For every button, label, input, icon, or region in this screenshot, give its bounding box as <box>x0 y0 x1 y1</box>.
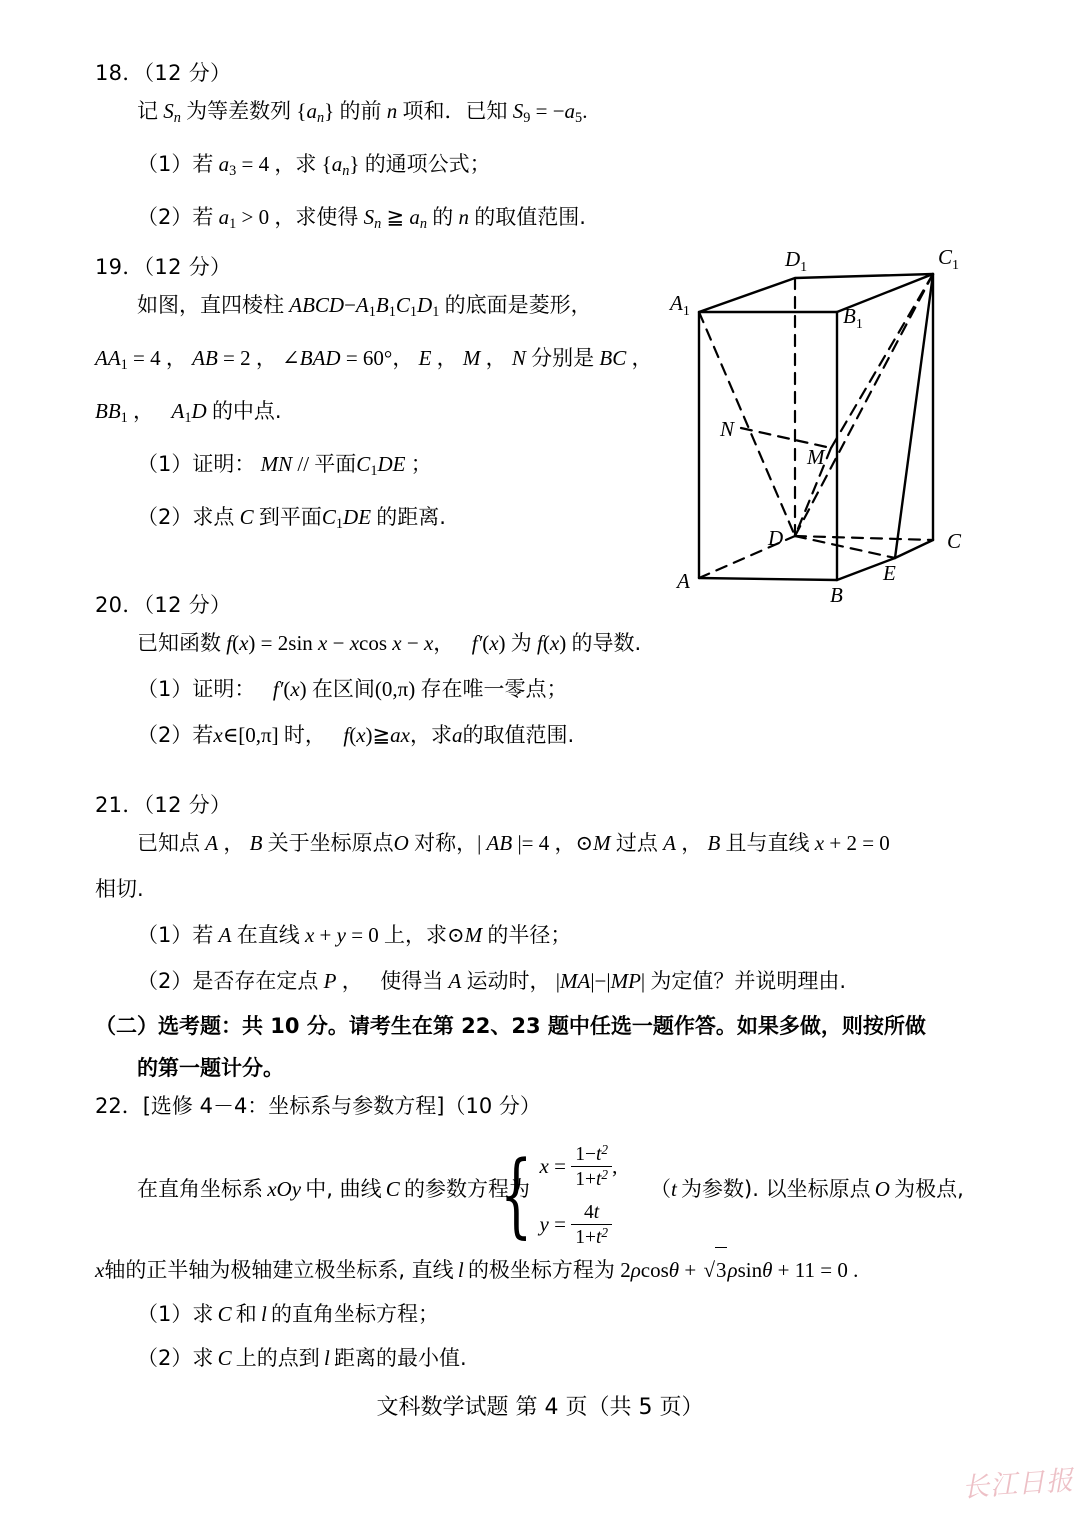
figure-label-A: A <box>677 569 690 593</box>
edge-C1E <box>895 274 933 558</box>
question-22 <box>95 1085 985 1380</box>
figure-label-E: E <box>883 561 896 585</box>
question-19-heading: 19．（12 分） <box>95 255 232 279</box>
section-two-header <box>95 1005 985 1089</box>
edge-A1D <box>699 312 795 536</box>
question-22-part-1: （1）求 C 和 l 的直角坐标方程； <box>137 1302 440 1326</box>
figure-prism-abcd <box>655 240 1000 610</box>
parametric-row-x: x = $\frac{1-t^2}{1+t^2}$ , <box>539 1142 618 1191</box>
question-22-heading: 22．[选修 4－4：坐标系与参数方程]（10 分） <box>95 1094 541 1118</box>
figure-label-C: C <box>947 529 962 553</box>
question-22-stem-suffix: （t 为参数). 以坐标原点 O 为极点, <box>650 1177 964 1201</box>
figure-label-A1: $A_1$ <box>670 291 690 319</box>
section-two-line-1: （二）选考题：共 10 分。请考生在第 22、23 题中任选一题作答。如果多做，则按所做 <box>95 1014 926 1038</box>
question-21 <box>95 790 985 1004</box>
question-22-part-2: （2）求 C 上的点到 l 距离的最小值. <box>137 1346 467 1370</box>
edge-DC <box>795 536 933 540</box>
watermark-changjiang-ribao: 长江日报 <box>961 1465 1075 1504</box>
question-19-stem-line-1: 如图，直四棱柱 $ABCD-A_1B_1C_1D_1$ 的底面是菱形， <box>137 293 592 320</box>
question-19-stem-line-2: $AA_1 = 4$ ， AB = 2 ， ∠BAD = 60°， E ， M ， N 分别是 BC ， <box>95 345 653 373</box>
figure-label-B: B <box>830 583 843 607</box>
question-21-part-1: （1）若 A 在直线 x + y = 0 上，求⊙M 的半径； <box>137 923 572 947</box>
question-21-stem-line-2: 相切. <box>95 877 144 901</box>
question-22-stem-system <box>95 1127 985 1247</box>
edge-AB <box>699 578 837 580</box>
page-footer: 文科数学试题 第 4 页（共 5 页） <box>376 1395 704 1420</box>
question-18-part-2: （2）若 $a_1 > 0$ ，求使得 $S_n$ ≧ $a_n$ 的 n 的取值范围. <box>137 204 586 232</box>
question-18 <box>95 58 985 247</box>
question-18-part-1: （1）若 $a_3 = 4$ ，求 $\{a_n\}$ 的通项公式； <box>137 151 491 179</box>
question-22-stem-prefix: 在直角坐标系 xOy 中, 曲线 C 的参数方程为 <box>137 1177 530 1201</box>
figure-label-B1: $B_1$ <box>843 304 863 332</box>
question-20-stem: 已知函数 f(x) = 2sin x − xcos x − x， f′(x) 为 f(x) 的导数. <box>137 631 642 655</box>
question-21-heading: 21．（12 分） <box>95 793 232 817</box>
question-19-part-1: （1）证明： MN // 平面$C_1DE$ ； <box>137 451 432 479</box>
edge-C1D <box>795 274 933 536</box>
question-19-part-2: （2）求点 C 到平面$C_1DE$ 的距离. <box>137 504 446 532</box>
question-20-part-2: （2）若x∈[0,π] 时， f(x)≧ax，求a的取值范围. <box>137 723 575 747</box>
edge-top-face <box>699 274 933 312</box>
fraction-x: $\frac{1-t^2}{1+t^2}$ <box>571 1142 612 1191</box>
question-19 <box>95 252 695 547</box>
question-18-heading: 18．（12 分） <box>95 61 232 85</box>
figure-label-C1: $C_1$ <box>938 245 960 273</box>
parametric-system <box>487 1137 617 1253</box>
parametric-row-y: y = $\frac{4t}{1+t^2}$ <box>540 1195 618 1253</box>
question-20-part-1: （1）证明： f′(x) 在区间(0,π) 存在唯一零点； <box>137 677 568 701</box>
figure-label-D1: $D_1$ <box>785 247 808 275</box>
left-brace-icon: { <box>500 1140 533 1248</box>
question-20-heading: 20．（12 分） <box>95 593 232 617</box>
section-two-line-2: 的第一题计分。 <box>137 1056 284 1080</box>
sqrt-3: √3 <box>701 1247 727 1292</box>
edge-EC <box>895 540 933 558</box>
question-21-part-2: （2）是否存在定点 P ， 使得当 A 运动时， |MA|−|MP| 为定值？并说明理由. <box>137 969 847 993</box>
figure-label-D: D <box>768 526 784 550</box>
question-21-stem-line-1: 已知点 A ， B 关于坐标原点O 对称，| AB |= 4 ，⊙M 过点 A ， B 且与直线 x + 2 = 0 <box>137 831 890 855</box>
question-22-stem-line-2: x轴的正半轴为极轴建立极坐标系, 直线 l 的极坐标方程为 2ρcosθ + √3ρsinθ + 11 = 0 . <box>95 1247 985 1292</box>
figure-label-N: N <box>720 417 735 441</box>
question-18-stem: 记 $S_n$ 为等差数列 $\{a_n\}$ 的前 n 项和．已知 $S_9 = -a_5$. <box>137 99 588 126</box>
figure-label-M: M <box>807 445 825 469</box>
question-19-stem-line-3: $BB_1$ ， $A_1D$ 的中点. <box>95 398 282 426</box>
fraction-y: $\frac{4t}{1+t^2}$ <box>571 1201 612 1249</box>
question-20 <box>95 590 985 758</box>
edge-C1M <box>831 274 933 448</box>
